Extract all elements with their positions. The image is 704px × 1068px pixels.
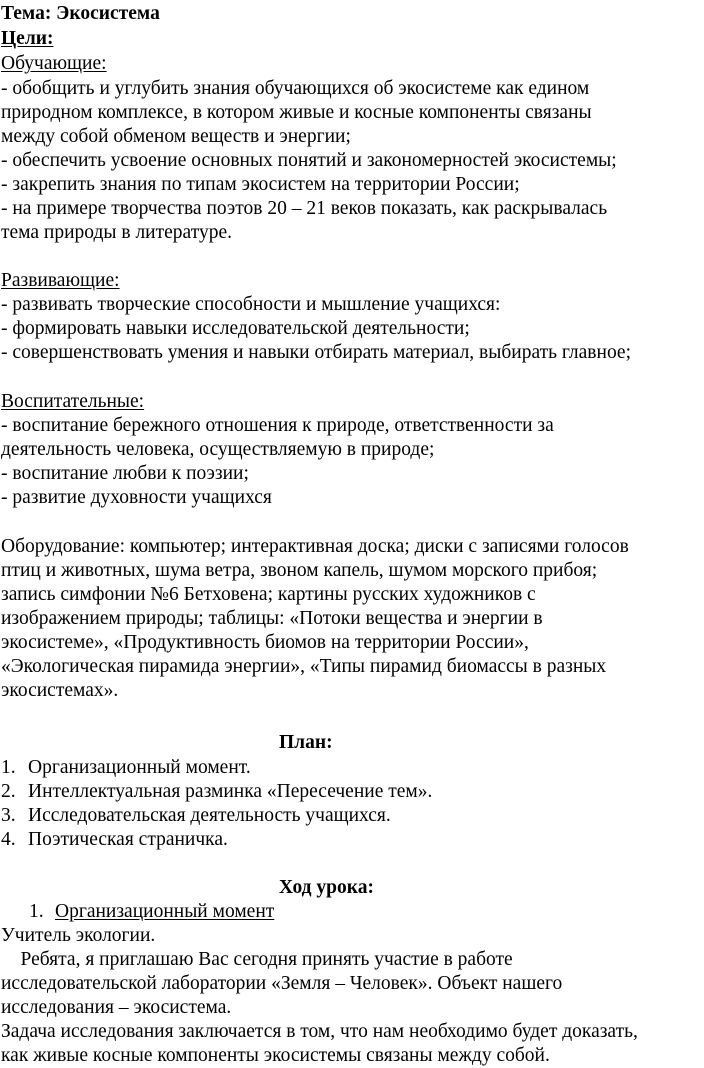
developing-goals-heading: Развивающие: [1,270,120,291]
lesson-section-number: 1. [29,901,44,922]
educational-goal-line: - на примере творчества поэтов 20 – 21 веков показать, как раскрывалась [1,198,608,219]
equipment-line: экосистеме», «Продуктивность биомов на территории России», [1,632,529,653]
upbringing-goal-line: - воспитание любви к поэзии; [1,463,249,484]
lesson-text-line: Задача исследования заключается в том, что нам необходимо будет доказать, [1,1021,638,1042]
lesson-heading: Ход урока: [279,877,374,898]
equipment-line: птиц и животных, шума ветра, звоном капель, шумом морского прибоя; [1,560,598,581]
equipment-line: «Экологическая пирамида энергии», «Типы пирамид биомассы в разных [1,656,607,677]
equipment-line: запись симфонии №6 Бетховена; картины русских художников с [1,584,536,605]
equipment-line: изображением природы; таблицы: «Потоки вещества и энергии в [1,608,543,629]
plan-item-text: Исследовательская деятельность учащихся. [28,805,391,826]
lesson-text-line: исследования – экосистема. [1,997,232,1018]
topic-title: Тема: Экосистема [1,3,160,24]
plan-item-number: 1. [1,757,16,778]
educational-goal-line: между собой обменом веществ и энергии; [1,126,351,147]
plan-item-text: Организационный момент. [28,757,251,778]
goals-heading: Цели: [1,28,54,49]
educational-goal-line: тема природы в литературе. [1,222,232,243]
plan-item-text: Поэтическая страничка. [28,829,228,850]
lesson-text-line: Ребята, я приглашаю Вас сегодня принять участие в работе [1,949,513,970]
educational-goals-heading: Обучающие: [1,53,107,74]
equipment-line: Оборудование: компьютер; интерактивная доска; диски с записями голосов [1,536,629,557]
educational-goal-line: - обобщить и углубить знания обучающихся об экосистеме как едином [1,78,590,99]
plan-item-number: 2. [1,781,16,802]
developing-goal-line: - развивать творческие способности и мышление учащихся: [1,294,501,315]
upbringing-goals-heading: Воспитательные: [1,391,145,412]
educational-goal-line: - закрепить знания по типам экосистем на территории России; [1,174,520,195]
lesson-text-line: как живые косные компоненты экосистемы связаны между собой. [1,1045,550,1066]
upbringing-goal-line: - воспитание бережного отношения к природе, ответственности за [1,415,554,436]
upbringing-goal-line: деятельность человека, осуществляемую в природе; [1,439,435,460]
upbringing-goal-line: - развитие духовности учащихся [1,487,272,508]
plan-item-number: 4. [1,829,16,850]
educational-goal-line: природном комплексе, в котором живые и косные компоненты связаны [1,102,592,123]
developing-goal-line: - совершенствовать умения и навыки отбирать материал, выбирать главное; [1,342,632,363]
educational-goal-line: - обеспечить усвоение основных понятий и закономерностей экосистемы; [1,150,617,171]
lesson-text-line: Учитель экологии. [1,925,156,946]
equipment-line: экосистемах». [1,680,119,701]
plan-heading: План: [279,732,333,753]
developing-goal-line: - формировать навыки исследовательской деятельности; [1,318,470,339]
lesson-text-line: исследовательской лаборатории «Земля – Человек». Объект нашего [1,973,563,994]
lesson-section-title: Организационный момент [55,901,275,922]
plan-item-number: 3. [1,805,16,826]
plan-item-text: Интеллектуальная разминка «Пересечение тем». [28,781,433,802]
